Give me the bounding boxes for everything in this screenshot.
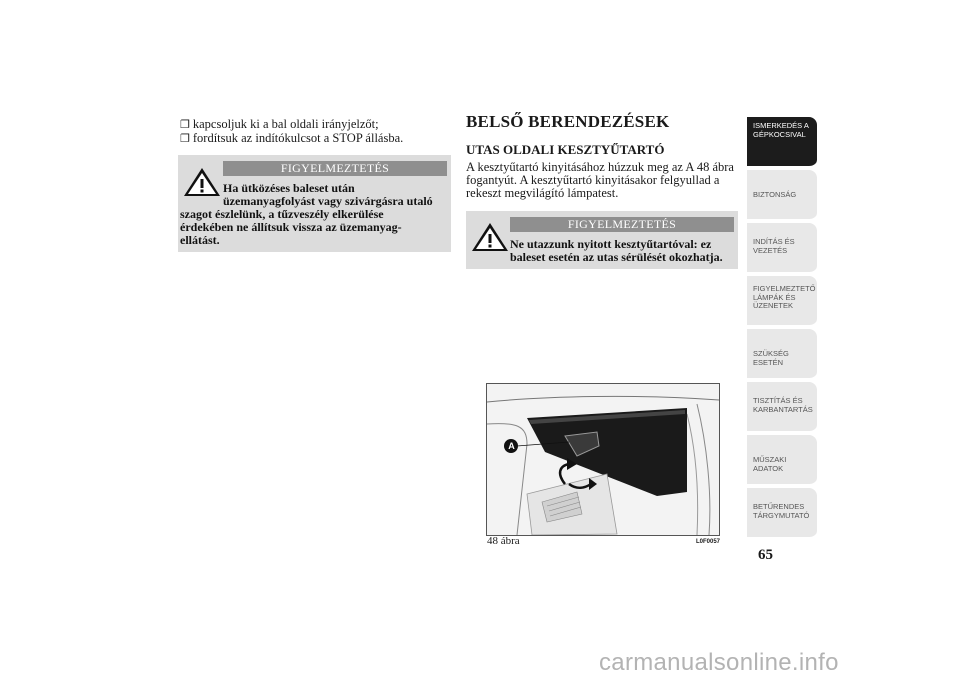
tab-label: BIZTONSÁG — [753, 190, 797, 199]
warning-box — [178, 155, 451, 252]
tab-szukseg[interactable] — [747, 329, 817, 380]
bullet-text: fordítsuk az indítókulcsot a STOP állásba. — [192, 131, 404, 145]
tab-inditas[interactable] — [747, 223, 817, 274]
paragraph-line: A kesztyűtartó kinyitásához húzzuk meg az A 48 ábra — [466, 160, 734, 174]
warning-triangle-icon — [471, 222, 509, 252]
section-subheading: UTAS OLDALI KESZTYŰTARTÓ — [466, 142, 665, 157]
tab-label: INDÍTÁS ÉS VEZETÉS — [753, 237, 795, 255]
callout-label-a: A — [508, 441, 515, 451]
warning-text-line: üzemanyagfolyást vagy szivárgásra utaló — [223, 194, 433, 208]
checkbox-bullet-icon: ❐ — [180, 119, 190, 131]
bullet-text: kapcsoljuk ki a bal oldali irányjelzőt; — [192, 117, 379, 131]
warning-triangle-icon — [183, 167, 221, 197]
checkbox-bullet-icon: ❐ — [180, 133, 190, 145]
figure-caption: 48 ábra — [487, 535, 520, 547]
tab-label: ISMERKEDÉS A GÉPKOCSIVAL — [753, 121, 809, 139]
tab-label: MŰSZAKI ADATOK — [753, 455, 787, 473]
figure-code: L0F0057 — [696, 539, 721, 545]
warning-text-line: érdekében ne állítsuk vissza az üzemanyag- — [180, 220, 402, 234]
warning-text-line: baleset esetén az utas sérülését okozhatja. — [510, 250, 723, 264]
tab-biztonsag[interactable] — [747, 170, 817, 221]
warning-text-line: Ne utazzunk nyitott kesztyűtartóval: ez — [510, 237, 712, 251]
warning-title: FIGYELMEZTETÉS — [510, 217, 734, 232]
paragraph-line: rekeszt megvilágító lámpatest. — [466, 186, 619, 200]
tab-tisztitas[interactable] — [747, 382, 817, 433]
tab-targymutato[interactable] — [747, 488, 817, 539]
warning-text-line: ellátást. — [180, 233, 220, 247]
paragraph-line: fogantyút. A kesztyűtartó kinyitásakor felgyullad a — [466, 173, 720, 187]
bullet-item — [180, 131, 403, 147]
warning-text-line: Ha ütközéses baleset után — [223, 181, 355, 195]
glovebox-illustration — [486, 383, 720, 536]
warning-box — [466, 211, 738, 269]
tab-muszaki[interactable] — [747, 435, 817, 486]
section-heading: BELSŐ BERENDEZÉSEK — [466, 112, 670, 131]
tab-ismerkedes[interactable] — [747, 117, 817, 168]
warning-text-line: szagot észlelünk, a tűzveszély elkerülése — [180, 207, 384, 221]
tab-label: FIGYELMEZTETŐ LÁMPÁK ÉS ÜZENETEK — [753, 284, 816, 310]
tab-label: TISZTÍTÁS ÉS KARBANTARTÁS — [753, 396, 813, 414]
warning-title: FIGYELMEZTETÉS — [223, 161, 447, 176]
tab-label: BETŰRENDES TÁRGYMUTATÓ — [753, 502, 810, 520]
tab-figyelmezteto[interactable] — [747, 276, 817, 327]
page-number: 65 — [758, 547, 773, 563]
tab-label: SZÜKSÉG ESETÉN — [753, 349, 789, 367]
watermark-text: carmanualsonline.info — [599, 649, 839, 676]
glovebox-drawing — [487, 384, 719, 535]
